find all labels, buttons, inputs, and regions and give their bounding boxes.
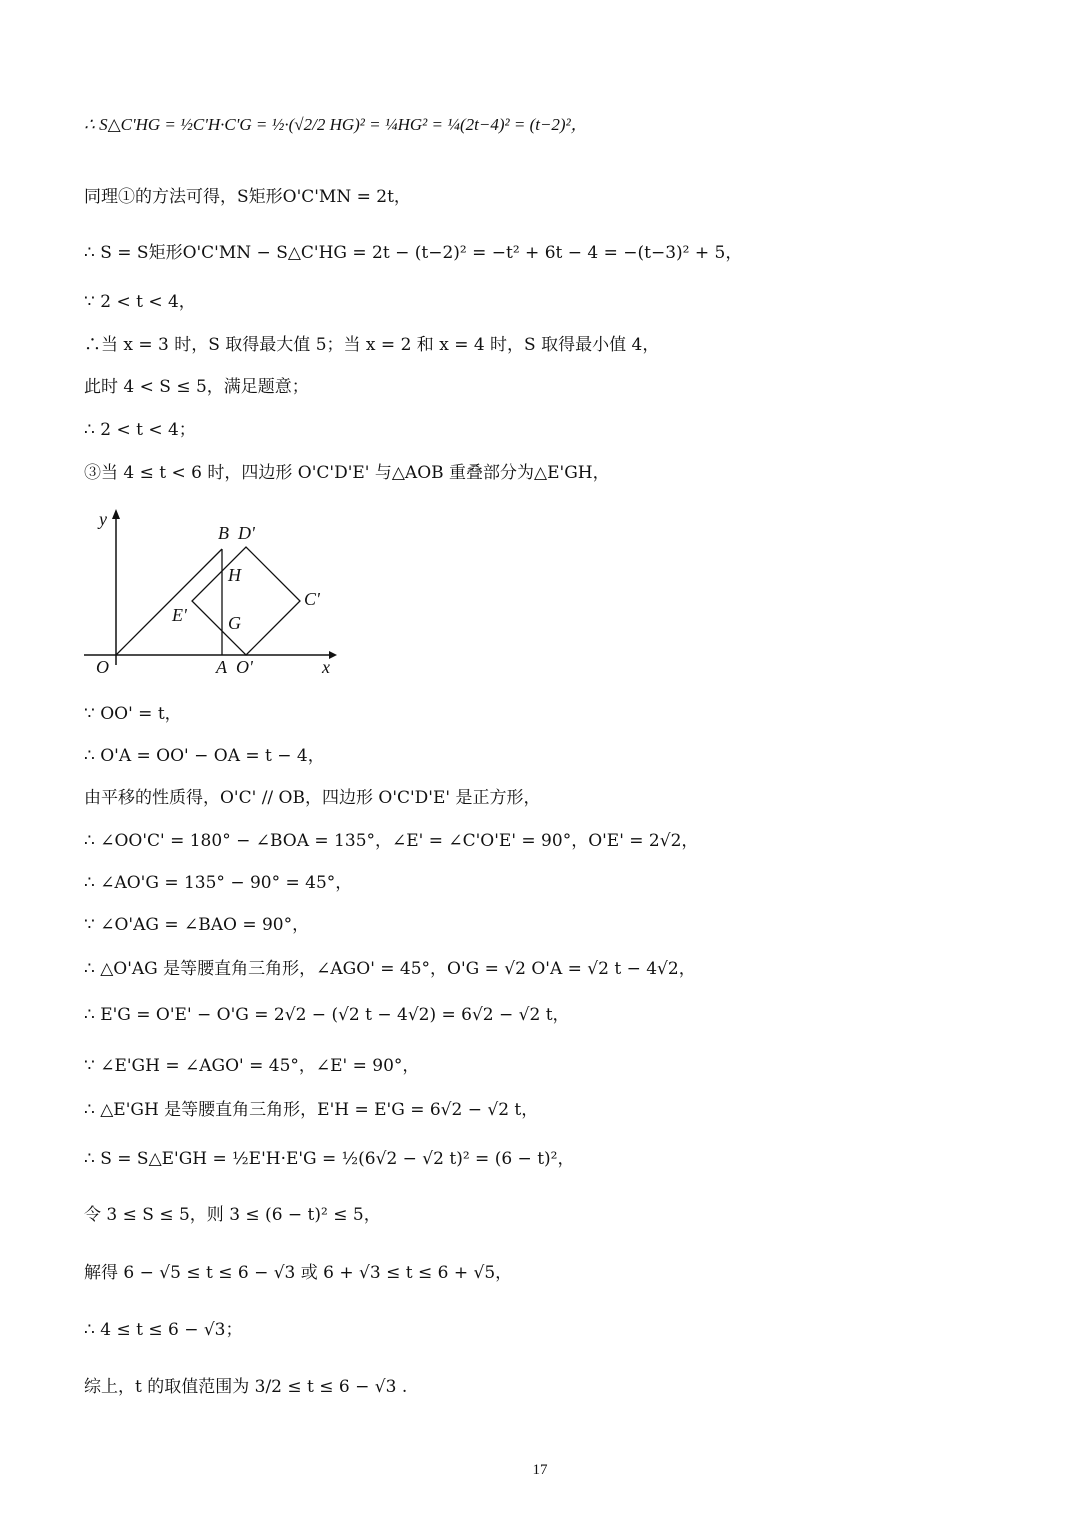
line-9: ∵ OO' = t， [84,704,182,724]
label-O: O [96,657,109,677]
page-number: 17 [532,1462,548,1478]
line-19: ∴ S = S△E'GH = ½E'H·E'G = ½(6√2 − √2 t)² = (6 − t)²， [84,1149,575,1169]
line-17: ∵ ∠E'GH = ∠AGO' = 45°，∠E' = 90°， [84,1056,420,1076]
line-16: ∴ E'G = O'E' − O'G = 2√2 − (√2 t − 4√2) = 6√2 − √2 t， [84,1005,570,1025]
line-5: ∴当 x = 3 时，S 取得最大值 5；当 x = 2 和 x = 4 时，S 取得最小值 4， [84,335,660,355]
segment-OB [116,549,222,655]
x-axis-arrow [329,651,337,659]
line-4: ∵ 2 < t < 4， [84,292,196,312]
line-3: ∴ S = S矩形O'C'MN − S△C'HG = 2t − (t−2)² = −t² + 6t − 4 = −(t−3)² + 5， [84,243,743,263]
line-15: ∴ △O'AG 是等腰直角三角形，∠AGO' = 45°，O'G = √2 O'A = √2 t − 4√2， [84,959,696,979]
label-H: H [228,565,241,585]
label-C-prime: C' [304,589,320,609]
line-21: 解得 6 − √5 ≤ t ≤ 6 − √3 或 6 + √3 ≤ t ≤ 6 + √5， [84,1263,513,1283]
line-11: 由平移的性质得，O'C' // OB，四边形 O'C'D'E' 是正方形， [84,788,541,808]
label-D-prime: D' [238,523,255,543]
line-8: ③当 4 ≤ t < 6 时，四边形 O'C'D'E' 与△AOB 重叠部分为△E'GH， [84,463,610,483]
label-x: x [322,657,330,677]
label-y: y [99,509,107,529]
geometry-figure [84,505,354,680]
y-axis-arrow [112,509,120,519]
line-14: ∵ ∠O'AG = ∠BAO = 90°， [84,915,310,935]
line-2: 同理①的方法可得，S矩形O'C'MN = 2t， [84,187,411,207]
label-G: G [228,613,241,633]
label-O-prime: O' [236,657,253,677]
line-7: ∴ 2 < t < 4； [84,420,196,440]
line-1: ∴ S△C'HG = ½C'H·C'G = ½·(√2/2 HG)² = ¼HG² = ¼(2t−4)² = (t−2)²， [84,115,588,134]
line-22: ∴ 4 ≤ t ≤ 6 − √3； [84,1320,243,1340]
label-B: B [218,523,229,543]
line-6: 此时 4 < S ≤ 5，满足题意； [84,377,309,397]
line-12: ∴ ∠OO'C' = 180° − ∠BOA = 135°，∠E' = ∠C'O'E' = 90°，O'E' = 2√2， [84,831,699,851]
line-23: 综上，t 的取值范围为 3/2 ≤ t ≤ 6 − √3 . [84,1377,408,1397]
line-13: ∴ ∠AO'G = 135° − 90° = 45°， [84,873,353,893]
label-E-prime: E' [172,605,187,625]
line-10: ∴ O'A = OO' − OA = t − 4， [84,746,325,766]
line-20: 令 3 ≤ S ≤ 5，则 3 ≤ (6 − t)² ≤ 5， [84,1205,381,1225]
label-A: A [216,657,227,677]
line-18: ∴ △E'GH 是等腰直角三角形，E'H = E'G = 6√2 − √2 t， [84,1100,539,1120]
